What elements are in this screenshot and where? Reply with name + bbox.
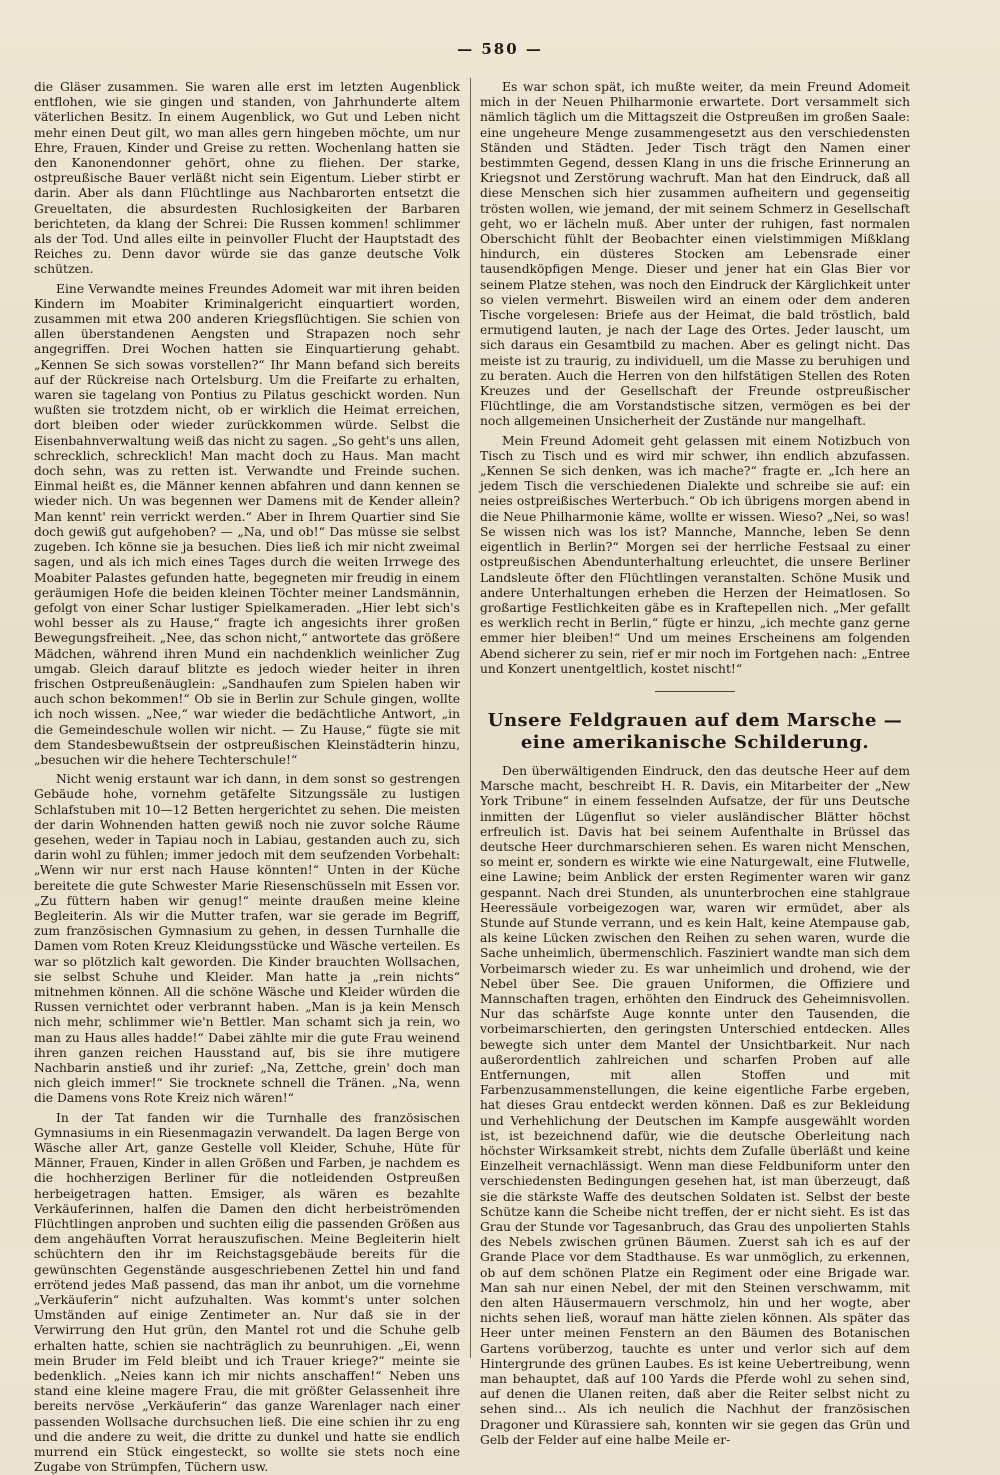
section-rule <box>655 691 735 692</box>
page-number: — 580 — <box>457 40 543 58</box>
paragraph: Es war schon spät, ich mußte weiter, da mein Freund Adomeit mich in der Neuen Philharmonie erwartete. Dort versammelt sich nämlich täglich um die Mittagszeit die Ostpreußen im großen Saale: eine ungeheure Menge zusammengesetzt aus den verschiedensten Ständen und Städten. Jeder Tisch trägt den Namen einer bestimmten Gegend, dessen Klang in uns die frische Erinnerung an Kriegsnot und Zerstörung wachruft. Man hat den Eindruck, daß all diese Menschen sich hier zusammen aufheitern und gegenseitig trösten wollen, wie jemand, der mit seinem Schmerz in Gesellschaft geht, wo er lächeln muß. Aber unter der ruhigen, fast normalen Oberschicht fühlt der Beobachter einen vielstimmigen Mißklang hindurch, ein düsteres Stocken am Lebensrade einer tausendköpfigen Menge. Dieser und jener hat ein Glas Bier vor seinem Platze stehen, was noch den Eindruck der Kärglichkeit unter so vielen vermehrt. Bisweilen wird an einem oder dem anderen Tische vorgelesen: Briefe aus der Heimat, die bald tröstlich, bald ermutigend lauten, je nach der Lage des Ortes. Jeder lauscht, um sich daraus ein Gesamtbild zu machen. Aber es gelingt nicht. Das meiste ist zu traurig, zu individuell, um die Masse zu beruhigen und zu beraten. Auch die Herren von den hilfstätigen Stellen des Roten Kreuzes und der Gesellschaft der Freunde ostpreußischer Flüchtlinge, die am Vorstandstische sitzen, vermögen es bei der noch allgemeinen Unsicherheit der Zustände nur mangelhaft. <box>480 80 910 429</box>
paragraph: Nicht wenig erstaunt war ich dann, in dem sonst so gestrengen Gebäude hohe, vornehm getäfelte Sitzungssäle zu lustigen Schlafstuben mit 10—12 Betten hergerichtet zu sehen. Die meisten der darin Wohnenden hatten gewiß noch nie zuvor solche Räume gesehen, weder in Tapiau noch in Labiau, gestanden auch zu, sich darin wohl zu fühlen; immer jedoch mit dem seufzenden Vorbehalt: „Wenn wir nur erst nach Hause könnten!“ Unten in der Küche bereitete die gute Schwester Marie Riesenschüsseln mit Essen vor. „Zu füttern haben wir genug!“ meinte draußen meine kleine Begleiterin. Als wir die Mutter trafen, war sie gerade im Begriff, zum französischen Gymnasium zu gehen, in dessen Turnhalle die Damen vom Roten Kreuz Kleidungsstücke und Wäsche verteilen. Es war so plötzlich kalt geworden. Die Kinder brauchten Wollsachen, sie selbst Schuhe und Kleider. Man hatte ja „rein nichts“ mitnehmen können. All die schöne Wäsche und Kleider würden die Russen vernichtet oder verbrannt haben. „Man is ja kein Mensch nich mehr, schlimmer wie'n Bettler. Man schamt sich ja rein, wo man zu Haus alles hadde!“ Dabei zählte mir die gute Frau weinend ihren ganzen reichen Hausstand auf, bis sie ihre mutigere Nachbarin anstieß und ihr zurief: „Na, Zettche, grein' doch man nich gleich immer!“ Sie trocknete schnell die Tränen. „Na, wenn die Damens vons Rote Kreiz nich wären!“ <box>34 772 460 1106</box>
article-headline: Unsere Feldgrauen auf dem Marsche — eine amerikanische Schilderung. <box>487 709 903 753</box>
paragraph: Den überwältigenden Eindruck, den das deutsche Heer auf dem Marsche macht, beschreibt H. R. Davis, ein Mitarbeiter der „New York Tribune“ in einem fesselnden Aufsatze, der für uns Deutsche inmitten der Lügenflut so vieler ausländischer Blätter höchst erfreulich ist. Davis hat bei seinem Aufenthalte in Brüssel das deutsche Heer durchmarschieren sehen. Es waren nicht Menschen, so meint er, sondern es wirkte wie eine Naturgewalt, eine Flutwelle, eine Lawine; beim Anblick der ersten Regimenter waren wir ganz gespannt. Nach drei Stunden, als ununterbrochen eine stahlgraue Heeressäule vorbeigezogen war, waren wir ermüdet, aber als Stunde auf Stunde verrann, und es kein Halt, keine Atempause gab, als keine Lücken zwischen den Reihen zu sehen waren, wurde die Sache unheimlich, übermenschlich. Fasziniert wandte man sich dem Vorbeimarsch wieder zu. Es war unheimlich und drohend, wie der Nebel über See. Die grauen Uniformen, die Offiziere und Mannschaften tragen, erhöhten den Eindruck des Geheimnisvollen. Nur das schärfste Auge konnte unter den Tausenden, die vorbeimarschierten, den geringsten Unterschied entdecken. Alles bewegte sich unter dem Mantel der Unsichtbarkeit. Nur nach außerordentlich zahlreichen und scharfen Proben auf alle Entfernungen, mit allen Stoffen und mit Farbenzusammenstellungen, die keine eigentliche Farbe ergeben, hat dieses Grau entdeckt werden können. Daß es zur Bekleidung und Verhehlichung der Deutschen im Kampfe ausgewählt worden ist, ist bezeichnend dafür, wie die deutsche Oberleitung nach höchster Wirksamkeit strebt, nichts dem Zufalle überläßt und keine Einzelheit vernachlässigt. Wenn man diese Feldbuniform unter den verschiedensten Bedingungen gesehen hat, ist man überzeugt, daß sie die stärkste Waffe des deutschen Soldaten ist. Selbst der beste Schütze kann die Scheibe nicht treffen, der er nicht sieht. Es ist das Grau der Stunde vor Tagesanbruch, das Grau des unpolierten Stahls des Nebels zwischen grünen Bäumen. Zuerst sah ich es auf der Grande Place vor dem Stadthause. Es war unmöglich, zu erkennen, ob auf dem schönen Platze ein Regiment oder eine Brigade war. Man sah nur einen Nebel, der mit den Steinen verschwamm, mit den alten Häusermauern verschmolz, hin und her wogte, aber nichts sehen ließ, worauf man hätte zielen können. Als später das Heer unter meinen Fenstern an den Bäumen des Botanischen Gartens vorüberzog, tauchte es unter und verlor sich auf dem Hintergrunde des grünen Laubes. Es ist keine Uebertreibung, wenn man behauptet, daß auf 100 Yards die Pferde wohl zu sehen sind, auf denen die Ulanen reiten, daß aber die Reiter selbst nicht zu sehen sind… Als ich neulich die Nachhut der französischen Dragoner und Kürassiere sah, konnten wir sie gegen das Grün und Gelb der Felder auf eine halbe Meile er- <box>480 763 910 1447</box>
paragraph: In der Tat fanden wir die Turnhalle des französischen Gymnasiums in ein Riesenmagazin verwandelt. Da lagen Berge von Wäsche aller Art, ganze Gestelle voll Kleider, Schuhe, Hüte für Männer, Frauen, Kinder in allen Größen und Farben, je nachdem es die hochherzigen Berliner für die notleidenden Ostpreußen herbeigetragen hatten. Emsiger, als wären es bezahlte Verkäuferinnen, halfen die Damen den dicht herbeiströmenden Flüchtlingen anproben und suchten eilig die passenden Größen aus dem angehäuften Vorrat herauszufischen. Meine Begleiterin hielt schüchtern den ihr im Reichstagsgebäude bereits für die gewünschten Gegenstände ausgeschriebenen Zettel hin und fand errötend jedes Maß passend, das man ihr anbot, um die vornehme „Verkäuferin“ nicht aufzuhalten. Was kommt's unter solchen Umständen auf einige Zentimeter an. Nur daß sie in der Verwirrung den Hut grün, den Mantel rot und die Schuhe gelb erhalten hatte, schien sie nachträglich zu beunruhigen. „Ei, wenn mein Bruder im Feld bleibt und ich Trauer kriege?“ meinte sie bedenklich. „Neies kann ich mir nichts anschaffen!“ Neben uns stand eine kleine magere Frau, die mit größter Gelassenheit ihre bereits nervöse „Verkäuferin“ das ganze Warenlager nach einer passenden Wollsache durchsuchen ließ. Die eine schien ihr zu eng und die andere zu weit, die dritte zu dunkel und hatte sie endlich murrend ein Stück eingesteckt, so wollte sie stets noch eine Zugabe von Strümpfen, Tüchern usw. <box>34 1110 460 1475</box>
column-divider <box>470 78 471 1358</box>
right-column <box>480 80 910 1447</box>
paragraph: die Gläser zusammen. Sie waren alle erst im letzten Augenblick entflohen, wie sie gingen und standen, von Jahrhunderte altem väterlichen Besitz. In einem Augenblick, wo Gut und Leben nicht mehr einen Deut gilt, wo man alles gern hingeben möchte, um nur Ehre, Frauen, Kinder und Greise zu retten. Wochenlang hatten sie den Kanonendonner gehört, ohne zu fliehen. Der starke, ostpreußische Bauer verläßt nicht sein Eigentum. Lieber stirbt er darin. Aber als dann Flüchtlinge aus Nachbarorten entsetzt die Greueltaten, die absurdesten Ruchlosigkeiten der Barbaren berichteten, da klang der Schrei: Die Russen kommen! schlimmer als der Tod. Und alles eilte in peinvoller Flucht der Hauptstadt des Reiches zu. Denn davor würde sie das ganze deutsche Volk schützen. <box>34 80 460 277</box>
paragraph: Mein Freund Adomeit geht gelassen mit einem Notizbuch von Tisch zu Tisch und es wird mir schwer, ihn endlich abzufassen. „Kennen Se sich denken, was ich mache?“ fragte er. „Ich here an jedem Tisch die verschiedenen Dialekte und schreibe sie auf: ein neies ostpreißisches Werterbuch.“ Ob ich übrigens morgen abend in die Neue Philharmonie käme, wollte er wissen. Wieso? „Nei, so was! Se wissen nich was los ist? Mannche, Mannche, leben Se denn eigentlich in Berlin?“ Morgen sei der herrliche Festsaal zu einer ostpreußischen Abendunterhaltung erleuchtet, die unsere Berliner Landsleute öfter den Flüchtlingen veranstalten. Schöne Musik und andere Unterhaltungen erheben die Herzen der Heimatlosen. So großartige Festlichkeiten gäbe es in Kraftepellen nich. „Mer gefallt es werklich recht in Berlin,“ fügte er hinzu, „ich mechte ganz gerne emmer hier bleiben!“ Und um meines Erscheinens am folgenden Abend sicherer zu sein, rief er mir noch im Fortgehen nach: „Entree und Konzert unentgeltlich, kostet nischt!“ <box>480 433 910 676</box>
paragraph: Eine Verwandte meines Freundes Adomeit war mit ihren beiden Kindern im Moabiter Kriminalgericht einquartiert worden, zusammen mit etwa 200 anderen Kriegsflüchtigen. Sie schien von allen überstandenen Aengsten und Strapazen noch sehr angegriffen. Drei Wochen hatten sie Einquartierung gehabt. „Kennen Se sich sowas vorstellen?“ Ihr Mann befand sich bereits auf der Rückreise nach Ortelsburg. Um die Freifarte zu erhalten, waren sie tagelang von Pontius zu Pilatus geschickt worden. Nun wußten sie trotzdem nicht, ob er wirklich die Heimat erreichen, dort bleiben oder wieder zurückkommen würde. Selbst die Eisenbahnverwaltung weiß das nicht zu sagen. „So geht's uns allen, schrecklich, schrecklich! Man macht doch zu Haus. Man macht doch sehn, was zu retten ist. Verwandte und Freinde suchen. Einmal heißt es, die Männer kennen abfahren und dann kennen se wieder nich. Un was begennen wer Damens mit de Kender allein? Man kennt' rein verrickt werden.“ Aber in Ihrem Quartier sind Sie doch gewiß gut aufgehoben? — „Na, und ob!“ Das müsse sie selbst zugeben. Ich könne sie ja besuchen. Dies ließ ich mir nicht zweimal sagen, und als ich mich eines Tages durch die weiten Irrwege des Moabiter Palastes gefunden hatte, begegneten mir freudig in einem geräumigen Hofe die beiden kleinen Töchter meiner Landsmännin, gefolgt von einer Schar lustiger Spielkameraden. „Hier lebt sich's wohl besser als zu Hause,“ fragte ich angesichts ihrer großen Bewegungsfreiheit. „Nee, das schon nicht,“ antwortete das größere Mädchen, während ihren Mund ein nachdenklich weinlicher Zug umgab. Gleich darauf blitzte es jedoch wieder heiter in ihren frischen Ostpreußenäuglein: „Sandhaufen zum Spielen haben wir auch schon bekommen!“ Ob sie in Berlin zur Schule gingen, wollte ich noch wissen. „Nee,“ war wieder die bedächtliche Antwort, „in die Gemeindeschule wollen wir nicht. — Zu Hause,“ fügte sie mit dem Standesbewußtsein der ostpreußischen Kleinstädterin hinzu, „besuchen wir die hehere Techterschule!“ <box>34 281 460 767</box>
left-column <box>34 80 460 1475</box>
